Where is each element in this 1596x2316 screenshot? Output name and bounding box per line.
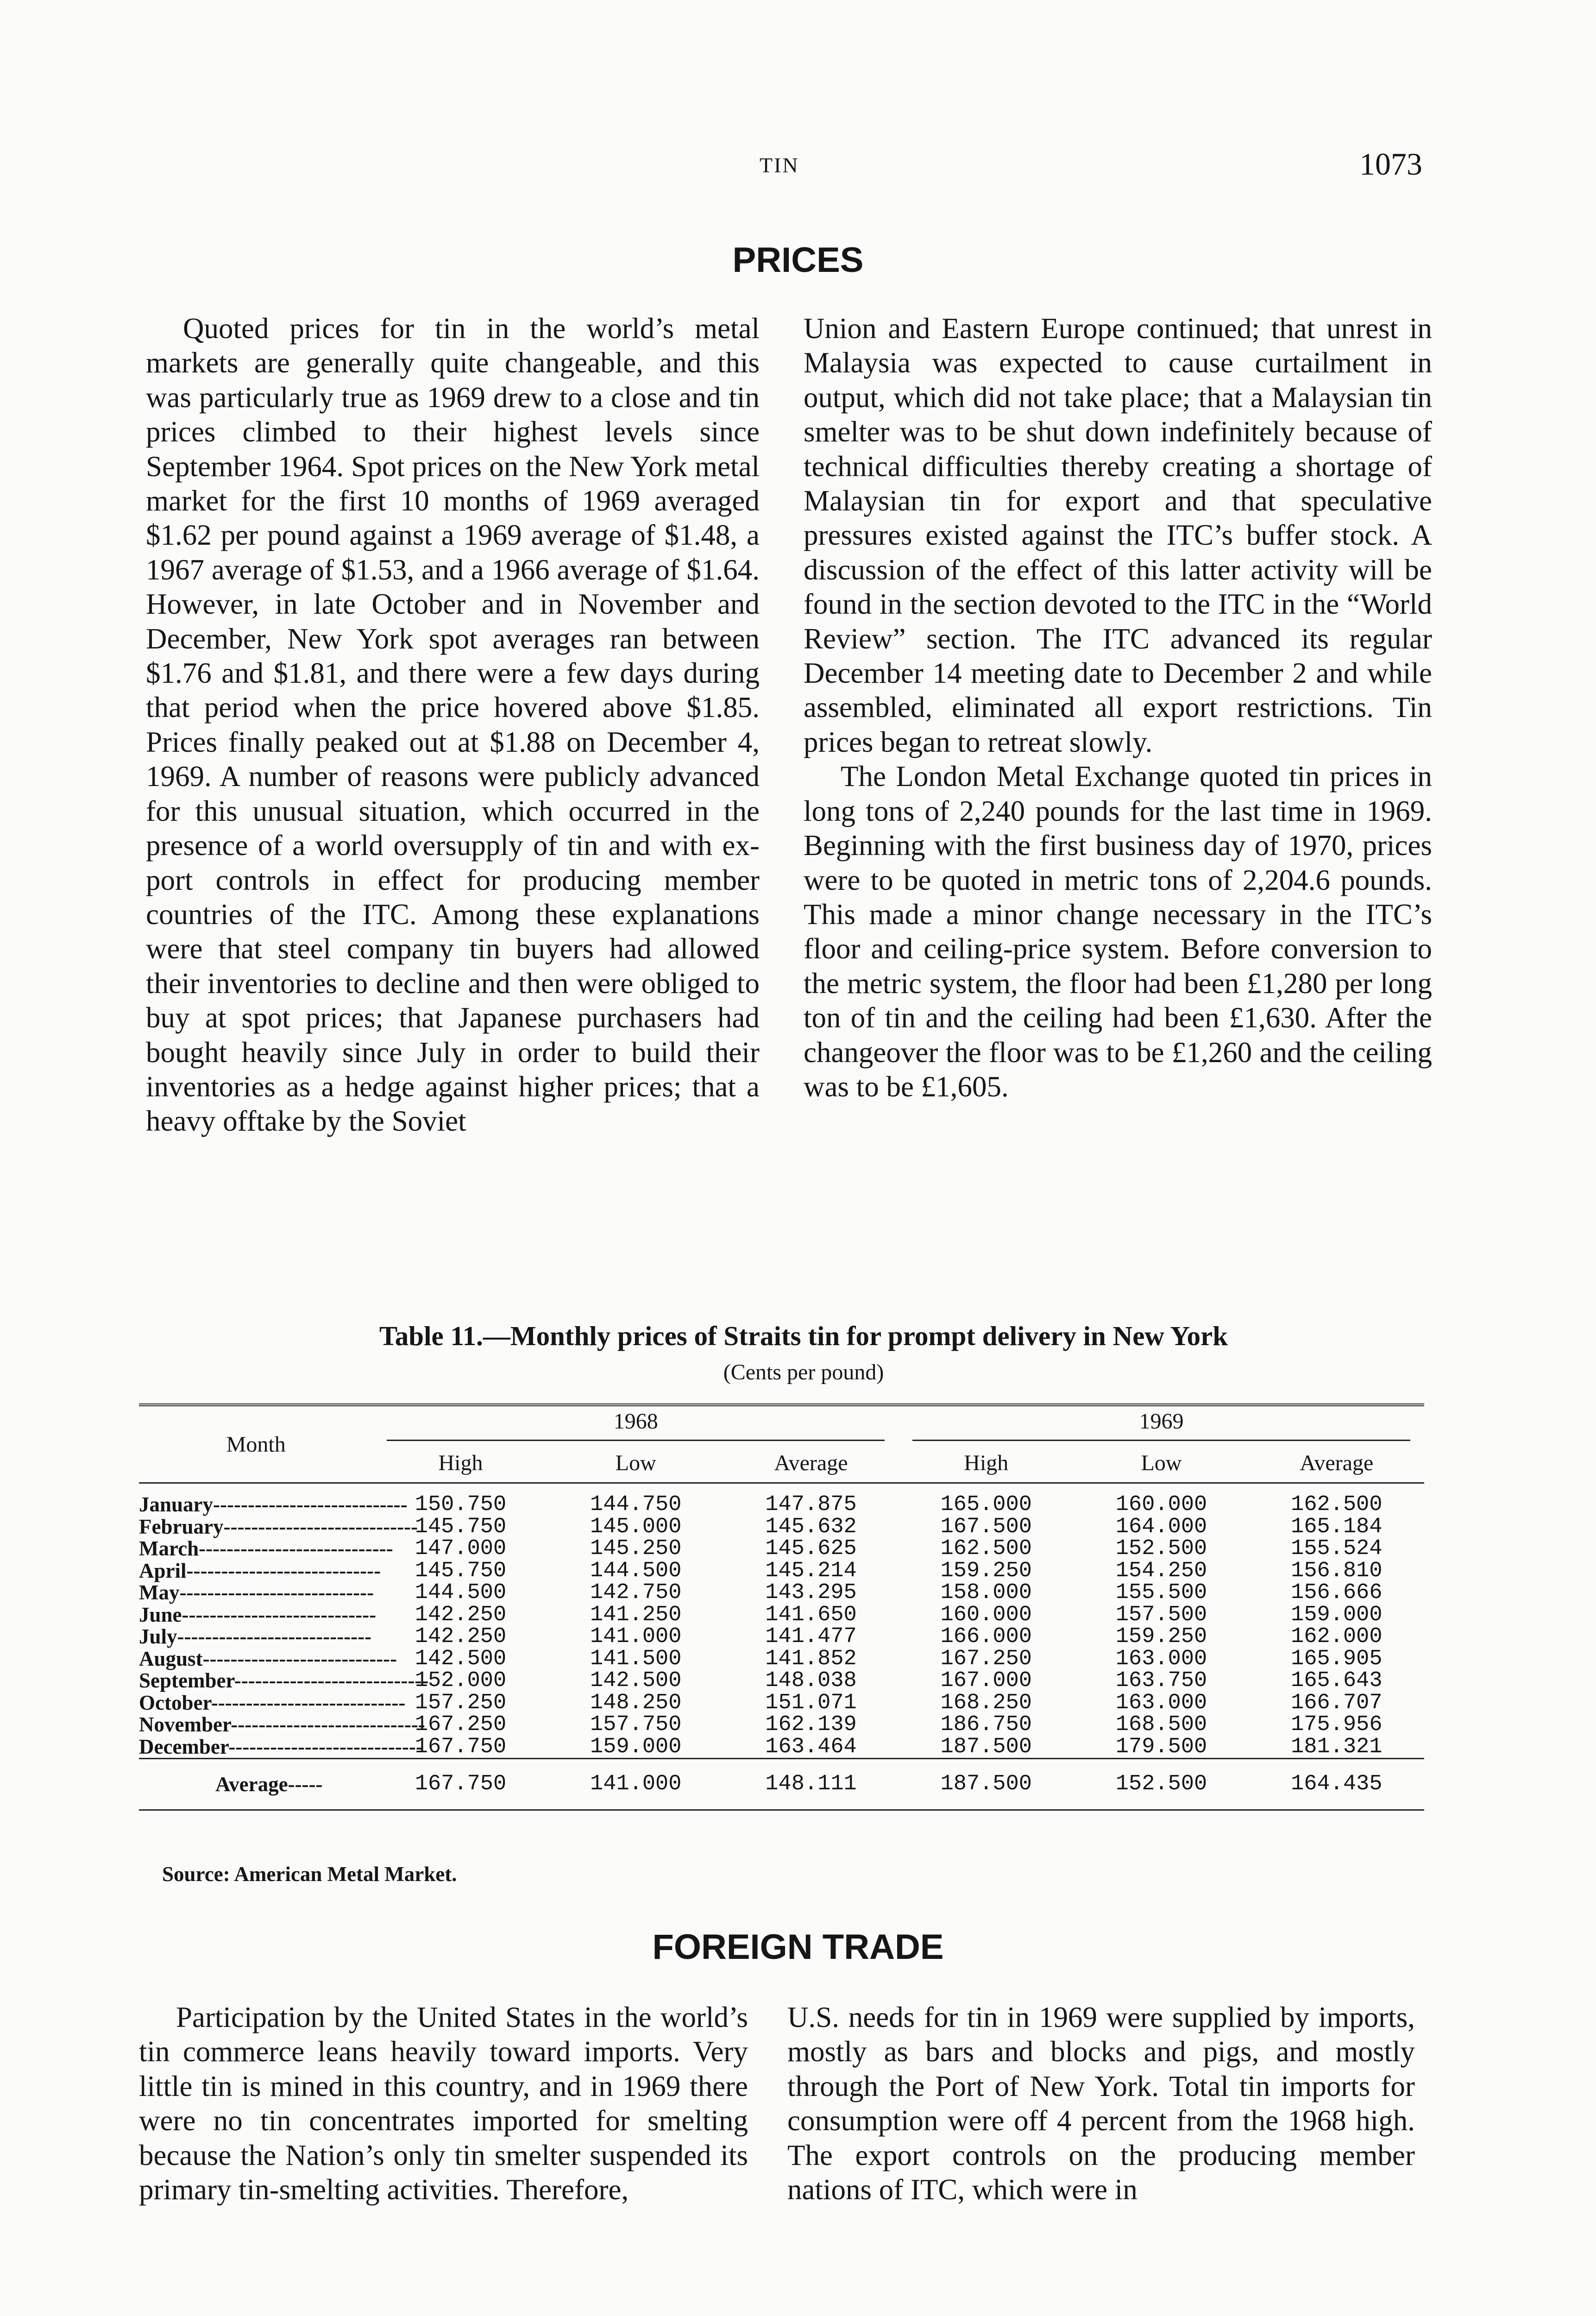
table-cell: 179.500 — [1115, 1734, 1207, 1759]
table-cell: 167.750 — [415, 1734, 507, 1759]
table-cell: 155.500 — [1115, 1580, 1207, 1605]
table-cell: 144.500 — [415, 1580, 507, 1605]
table-cell: 143.295 — [765, 1580, 857, 1605]
table-cell: 142.750 — [590, 1580, 682, 1605]
table-row — [139, 1736, 1424, 1759]
table-cell: 187.500 — [940, 1734, 1032, 1759]
table-cell: 166.707 — [1291, 1690, 1382, 1715]
table-cell: 141.477 — [765, 1624, 857, 1649]
prices-right-column — [804, 311, 1432, 1104]
month-cell: March---------------------------- — [139, 1537, 393, 1560]
foreign-trade-right-column — [787, 2000, 1415, 2207]
table-cell: 144.500 — [590, 1558, 682, 1583]
column-header: High — [373, 1443, 548, 1483]
table-row — [139, 1670, 1424, 1692]
table-cell: 157.750 — [590, 1712, 682, 1737]
column-header: Low — [1074, 1443, 1249, 1483]
prices-heading: PRICES — [732, 240, 864, 280]
table-cell: 158.000 — [940, 1580, 1032, 1605]
table-cell: 165.643 — [1291, 1668, 1382, 1693]
table-cell: 165.905 — [1291, 1646, 1382, 1671]
paragraph: U.S. needs for tin in 1969 were supplied by imports, mostly as bars and blocks and pigs, and mostly through the Port of New York. Total tin imports for consumption were off 4 percent from the 1968 high. The export controls on the producing member nations of ITC, which were in — [787, 2001, 1415, 2206]
table-cell: 150.750 — [415, 1492, 507, 1517]
table-cell: 156.666 — [1291, 1580, 1382, 1605]
table-cell: 141.500 — [590, 1646, 682, 1671]
table-row — [139, 1604, 1424, 1626]
table-cell: 141.000 — [590, 1624, 682, 1649]
table-cell: 167.750 — [373, 1759, 548, 1810]
column-header: Average — [723, 1443, 899, 1483]
table-title: Table 11.—Monthly prices of Straits tin for prompt delivery in New York — [379, 1321, 1228, 1351]
column-header: Low — [548, 1443, 723, 1483]
month-cell: December---------------------------- — [139, 1735, 423, 1758]
table-cell: 181.321 — [1291, 1734, 1382, 1759]
table-cell: 160.000 — [1115, 1492, 1207, 1517]
year-header: 1968 — [373, 1405, 899, 1443]
table-cell: 142.250 — [415, 1624, 507, 1649]
paragraph: Participation by the United States in the world’s tin commerce leans heavily toward imports. Very little tin is mined in this country, and in 1969 there were no tin concentrates imported for smelting because the Nation’s only tin smelter suspended its primary tin-smelting activities. Therefore, — [139, 2001, 748, 2206]
table-cell: 155.524 — [1291, 1536, 1382, 1561]
table-cell: 157.500 — [1115, 1602, 1207, 1627]
page-number: 1073 — [1359, 146, 1422, 182]
table-cell: 168.500 — [1115, 1712, 1207, 1737]
month-cell: July---------------------------- — [139, 1625, 372, 1648]
table-source: Source: American Metal Market. — [162, 1863, 457, 1886]
table-row — [139, 1692, 1424, 1714]
table-row — [139, 1582, 1424, 1604]
table-cell: 164.435 — [1249, 1759, 1424, 1810]
price-table — [139, 1403, 1424, 1811]
table-cell: 162.500 — [940, 1536, 1032, 1561]
table-cell: 175.956 — [1291, 1712, 1382, 1737]
table-body — [139, 1483, 1424, 1759]
table-cell: 147.000 — [415, 1536, 507, 1561]
month-cell: October---------------------------- — [139, 1691, 406, 1714]
paragraph: The London Metal Exchange quoted tin prices in long tons of 2,240 pounds for the last time in 1969. Beginning with the first business day of 1970, prices were to be quoted in metric tons of 2,204.6 pounds. This made a minor change necessary in the ITC’s floor and ceiling-price system. Before conversion to the metric system, the floor had been £1,280 per long ton of tin and the ceiling had been £1,630. After the changeover the floor was to be £1,260 and the ceiling was to be £1,605. — [804, 760, 1432, 1103]
table-cell: 163.464 — [765, 1734, 857, 1759]
month-cell: April---------------------------- — [139, 1559, 381, 1582]
table-cell: 163.000 — [1115, 1690, 1207, 1715]
year-header: 1969 — [899, 1405, 1424, 1443]
column-header: Average — [1249, 1443, 1424, 1483]
table-cell: 145.250 — [590, 1536, 682, 1561]
table-row — [139, 1648, 1424, 1670]
table-row — [139, 1483, 1424, 1516]
table-row — [139, 1626, 1424, 1648]
table-row — [139, 1516, 1424, 1538]
table-row — [139, 1560, 1424, 1582]
table-cell: 142.500 — [415, 1646, 507, 1671]
month-cell: February---------------------------- — [139, 1515, 418, 1538]
table-cell: 141.250 — [590, 1602, 682, 1627]
table-row — [139, 1538, 1424, 1560]
column-header: High — [899, 1443, 1074, 1483]
table-cell: 144.750 — [590, 1492, 682, 1517]
table-cell: 162.139 — [765, 1712, 857, 1737]
table-cell: 145.750 — [415, 1514, 507, 1539]
table-cell: 148.038 — [765, 1668, 857, 1693]
month-column-header: Month — [139, 1405, 373, 1483]
table-cell: 162.500 — [1291, 1492, 1382, 1517]
table-cell: 159.250 — [1115, 1624, 1207, 1649]
month-cell: June---------------------------- — [139, 1603, 377, 1626]
table-cell: 167.000 — [940, 1668, 1032, 1693]
table-cell: 167.250 — [415, 1712, 507, 1737]
table-cell: 142.500 — [590, 1668, 682, 1693]
paragraph: Union and Eastern Europe continued; that unrest in Malaysia was expected to cause curtailment in output, which did not take place; that a Malaysian tin smelter was to be shut down indefinitely because of technical difficulties thereby creating a shortage of Malaysian tin for export and that speculative pressures existed against the ITC’s buffer stock. A discussion of the effect of this latter activity will be found in the section devoted to the ITC in the “World Review” section. The ITC advanced its regular December 14 meeting date to December 2 and while assembled, eliminated all export restrictions. Tin prices began to retreat slowly. — [804, 312, 1432, 758]
table-cell: 163.000 — [1115, 1646, 1207, 1671]
table-cell: 147.875 — [765, 1492, 857, 1517]
table-cell: 164.000 — [1115, 1514, 1207, 1539]
table-cell: 165.184 — [1291, 1514, 1382, 1539]
table-cell: 160.000 — [940, 1602, 1032, 1627]
table-cell: 163.750 — [1115, 1668, 1207, 1693]
table-cell: 167.250 — [940, 1646, 1032, 1671]
table-cell: 186.750 — [940, 1712, 1032, 1737]
table-row — [139, 1714, 1424, 1736]
month-cell: November---------------------------- — [139, 1713, 425, 1736]
average-row — [139, 1759, 1424, 1810]
table-cell: 145.632 — [765, 1514, 857, 1539]
foreign-trade-heading: FOREIGN TRADE — [652, 1927, 944, 1967]
table-cell: 141.852 — [765, 1646, 857, 1671]
table-cell: 152.500 — [1074, 1759, 1249, 1810]
table-cell: 152.000 — [415, 1668, 507, 1693]
table-cell: 148.111 — [723, 1759, 899, 1810]
table-cell: 159.000 — [1291, 1602, 1382, 1627]
table-cell: 159.000 — [590, 1734, 682, 1759]
table-cell: 145.214 — [765, 1558, 857, 1583]
table-cell: 148.250 — [590, 1690, 682, 1715]
table-cell: 157.250 — [415, 1690, 507, 1715]
table-cell: 167.500 — [940, 1514, 1032, 1539]
table-cell: 168.250 — [940, 1690, 1032, 1715]
prices-left-column — [146, 311, 760, 1139]
table-cell: 145.750 — [415, 1558, 507, 1583]
table-cell: 142.250 — [415, 1602, 507, 1627]
table-cell: 141.650 — [765, 1602, 857, 1627]
table-cell: 151.071 — [765, 1690, 857, 1715]
running-head: TIN — [760, 153, 799, 177]
month-cell: May---------------------------- — [139, 1581, 374, 1604]
table-cell: 159.250 — [940, 1558, 1032, 1583]
average-label: Average----- — [139, 1759, 373, 1810]
table-cell: 145.000 — [590, 1514, 682, 1539]
month-cell: August---------------------------- — [139, 1647, 397, 1670]
table-cell: 152.500 — [1115, 1536, 1207, 1561]
table-cell: 156.810 — [1291, 1558, 1382, 1583]
table-cell: 162.000 — [1291, 1624, 1382, 1649]
month-cell: January---------------------------- — [139, 1493, 408, 1516]
foreign-trade-left-column — [139, 2000, 748, 2207]
table-cell: 145.625 — [765, 1536, 857, 1561]
month-cell: September---------------------------- — [139, 1669, 429, 1692]
table-cell: 166.000 — [940, 1624, 1032, 1649]
table-cell: 165.000 — [940, 1492, 1032, 1517]
table-cell: 187.500 — [899, 1759, 1074, 1810]
table-cell: 141.000 — [548, 1759, 723, 1810]
table-units: (Cents per pound) — [723, 1360, 884, 1385]
paragraph: Quoted prices for tin in the world’s metal markets are generally quite changeable, and this was particularly true as 1969 drew to a close and tin prices climbed to their highest levels since September 1964. Spot prices on the New York metal market for the first 10 months of 1969 averaged $1.62 per pound against a 1969 average of $1.48, a 1967 average of $1.53, and a 1966 average of $1.64. However, in late October and in November and December, New York spot averages ran between $1.76 and $1.81, and there were a few days during that period when the price hovered above $1.85. Prices finally peaked out at $1.88 on December 4, 1969. A number of reasons were publicly advanced for this unusual situation, which occurred in the presence of a world oversupply of tin and with export controls in effect for producing member countries of the ITC. Among these explanations were that steel company tin buyers had allowed their inventories to decline and then were obliged to buy at spot prices; that Japanese purchasers had bought heavily since July in order to build their inventories as a hedge against higher prices; that a heavy offtake by the Soviet — [146, 312, 760, 1138]
table-cell: 154.250 — [1115, 1558, 1207, 1583]
